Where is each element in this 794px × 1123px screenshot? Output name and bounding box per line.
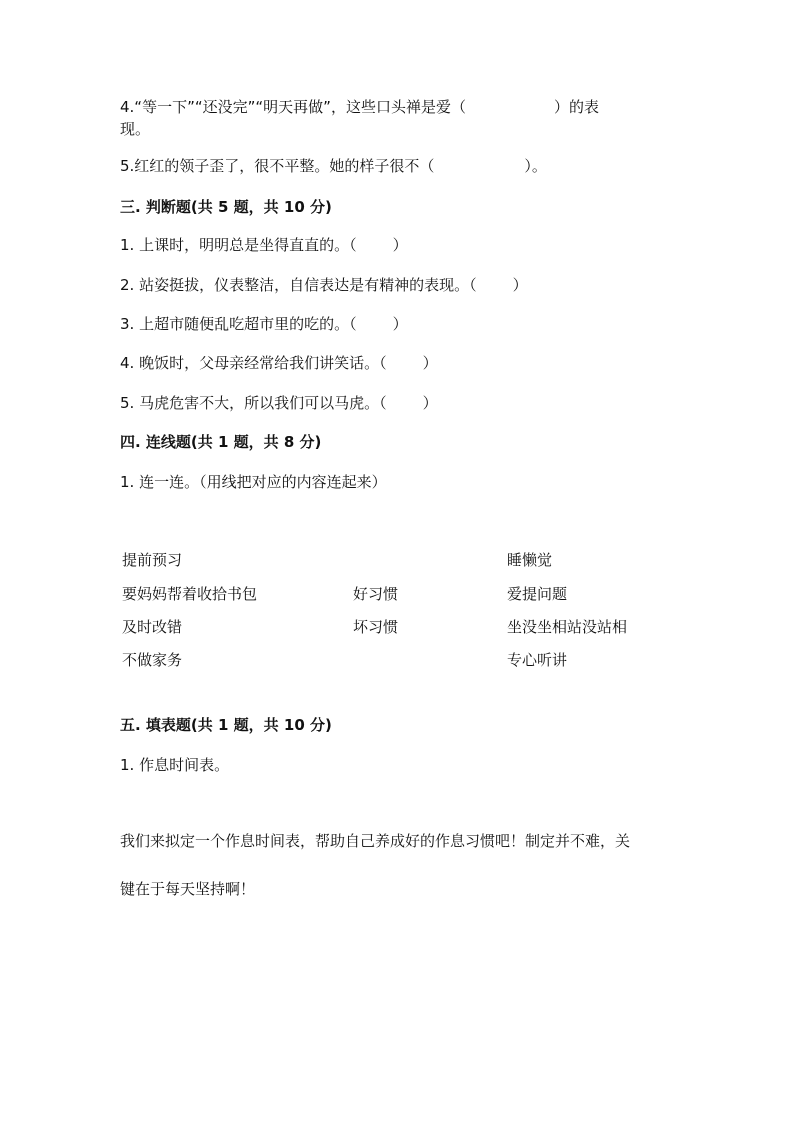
match-left-4: 不做家务 [122, 651, 183, 669]
judge-item-text: 3. 上超市随便乱吃超市里的吃的。（ [120, 315, 357, 333]
match-right-3: 坐没坐相站没站相 [507, 618, 628, 636]
judge-item-3 [120, 313, 408, 335]
fill-item-5-text: 5.红红的领子歪了，很不平整。她的样子很不（ [120, 157, 435, 175]
table-question: 1. 作息时间表。 [120, 756, 230, 774]
judge-item-close: ） [392, 315, 408, 333]
judge-item-text: 4. 晚饭时，父母亲经常给我们讲笑话。（ [120, 354, 387, 372]
judge-item-text: 5. 马虎危害不大，所以我们可以马虎。（ [120, 394, 387, 412]
match-right-4: 专心听讲 [507, 651, 568, 669]
judge-item-close: ） [392, 236, 408, 254]
matching-question: 1. 连一连。（用线把对应的内容连起来） [120, 473, 387, 491]
match-right-2: 爱提问题 [507, 585, 568, 603]
judge-item-close: ） [422, 354, 438, 372]
judge-item-4 [120, 352, 438, 374]
fill-item-4-continued [120, 118, 150, 140]
judge-item-text: 1. 上课时，明明总是坐得直直的。（ [120, 236, 357, 254]
match-left-2: 要妈妈帮着收拾书包 [122, 585, 258, 603]
section-4-title: 四. 连线题(共 1 题，共 8 分) [120, 433, 322, 451]
schedule-paragraph-line-1: 我们来拟定一个作息时间表，帮助自己养成好的作息习惯吧！制定并不难，关 [120, 832, 631, 850]
fill-item-4-text: 4.“等一下”“还没完”“明天再做”，这些口头禅是爱（ [120, 98, 466, 116]
judge-item-5 [120, 392, 438, 414]
match-middle-1: 好习惯 [353, 585, 399, 603]
fill-item-5 [120, 155, 547, 177]
schedule-paragraph-line-2: 键在于每天坚持啊！ [120, 880, 256, 898]
section-5-title: 五. 填表题(共 1 题，共 10 分) [120, 716, 332, 734]
fill-item-4 [120, 96, 599, 118]
fill-item-4-tail: 现。 [120, 120, 151, 138]
judge-item-close: ） [422, 394, 438, 412]
judge-item-1 [120, 234, 408, 256]
judge-item-text: 2. 站姿挺拔，仪表整洁，自信表达是有精神的表现。（ [120, 276, 477, 294]
judge-item-close: ） [512, 276, 528, 294]
match-left-3: 及时改错 [122, 618, 183, 636]
judge-item-2 [120, 274, 528, 296]
fill-item-4-after: ）的表 [553, 98, 599, 116]
match-middle-2: 坏习惯 [353, 618, 399, 636]
fill-item-5-after: ）。 [524, 157, 547, 175]
section-3-title: 三. 判断题(共 5 题，共 10 分) [120, 198, 332, 216]
match-left-1: 提前预习 [122, 551, 183, 569]
match-right-1: 睡懒觉 [507, 551, 553, 569]
